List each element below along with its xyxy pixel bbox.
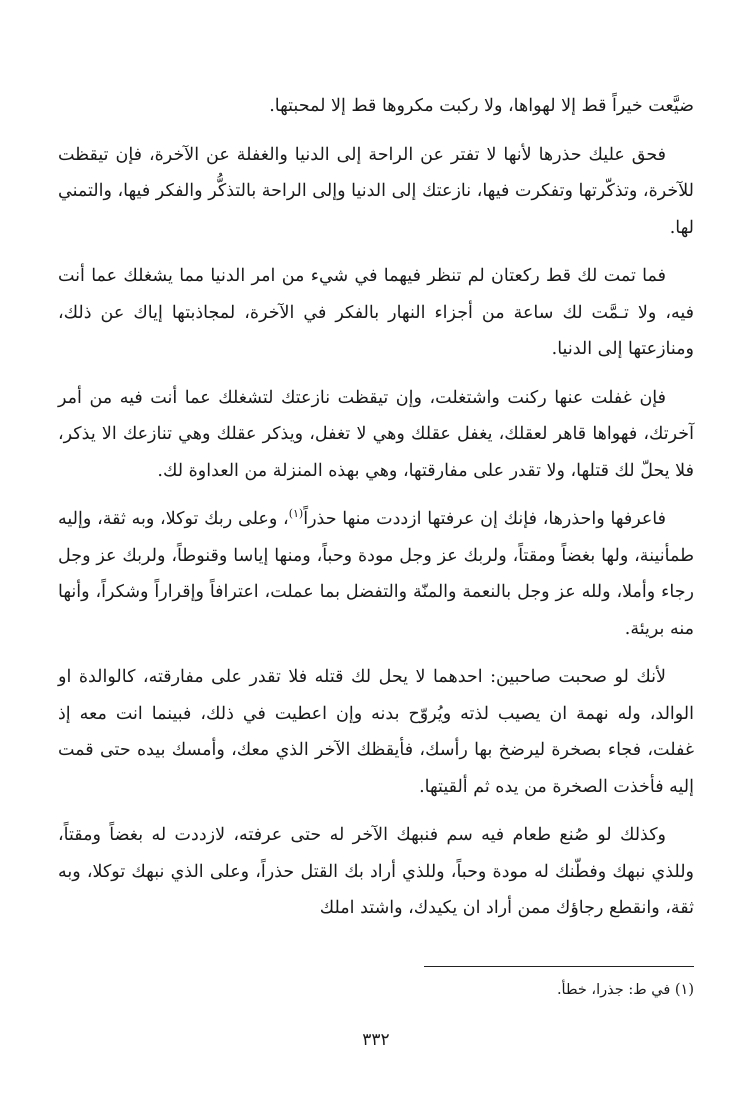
footnote-divider	[424, 966, 694, 967]
paragraph: وكذلك لو صُنع طعام فيه سم فنبهك الآخر له حتى عرفته، لازددت له بغضاً ومقتاً، وللذي نبهك وفطّنك له مودة وحباً، وللذي أراد بك القتل حذراً، وعلى الذي نبهك توكلا، وبه ثقة، وانقطع رجاؤك ممن أراد ان يكيدك، واشتد املك	[58, 825, 694, 918]
paragraph-text-after: ، وعلى ربك توكلا، وبه ثقة، وإليه طمأنينة، ولها بغضاً ومقتاً، ولربك عز وجل مودة وحباً، ومنها إياسا وقنوطاً، ولربك عز وجل رجاء وأملا، ولله عز وجل بالنعمة والمنّة والتفضل بما عملت، اعترافاً وإقراراً وشكراً، وأنها منه بريئة.	[58, 509, 694, 639]
page-number: ٣٣٢	[362, 1030, 390, 1050]
footnote-reference: (١)	[288, 507, 304, 521]
main-text	[58, 88, 694, 939]
paragraph: فما تمت لك قط ركعتان لم تنظر فيهما في شيء من امر الدنيا مما يشغلك عما أنت فيه، ولا تـمَّت لك ساعة من أجزاء النهار بالفكر في الآخرة، لمجاذبتها إياك عن ذلك، ومنازعتها إلى الدنيا.	[58, 266, 694, 359]
paragraph: ضيَّعت خيراً قط إلا لهواها، ولا ركبت مكروها قط إلا لمحبتها.	[269, 96, 694, 116]
paragraph: فحق عليك حذرها لأنها لا تفتر عن الراحة إلى الدنيا والغفلة عن الآخرة، فإن تيقظت للآخرة، وتذكّرتها وتفكرت فيها، نازعتك إلى الدنيا وإلى الراحة بالتذكُّر والفكر فيها، والتمني لها.	[58, 144, 694, 238]
paragraph-text-before: فاعرفها واحذرها، فإنك إن عرفتها ازددت منها حذراً	[303, 509, 667, 529]
footnote-text: في ط: جذرا، خطأ.	[556, 982, 671, 998]
footnote-marker: (١)	[674, 982, 694, 998]
paragraph: فإن غفلت عنها ركنت واشتغلت، وإن تيقظت نازعتك لتشغلك عما أنت فيه من أمر آخرتك، فهواها قاهر لعقلك، يغفل عقلك وهي لا تغفل، ويذكر عقلك وهي تنازعك الا يذكر، فلا يحلّ لك قتلها، ولا تقدر على مفارقتها، وهي بهذه المنزلة من العداوة لك.	[58, 387, 694, 481]
footnote	[58, 978, 694, 1002]
paragraph: لأنك لو صحبت صاحبين: احدهما لا يحل لك قتله فلا تقدر على مفارقته، كالوالدة او الوالد، وله نهمة ان يصيب لذته ويُروّح بدنه وإن اعطيت في ذلك، فبينما انت معه إذ غفلت، فجاء بصخرة ليرضخ بها رأسك، فأيقظك الآخر الذي معك، وأمسك بيده حتى قمت إليه فأخذت الصخرة من يده ثم ألقيتها.	[58, 667, 694, 797]
paragraph-with-footnote-ref	[58, 501, 694, 647]
